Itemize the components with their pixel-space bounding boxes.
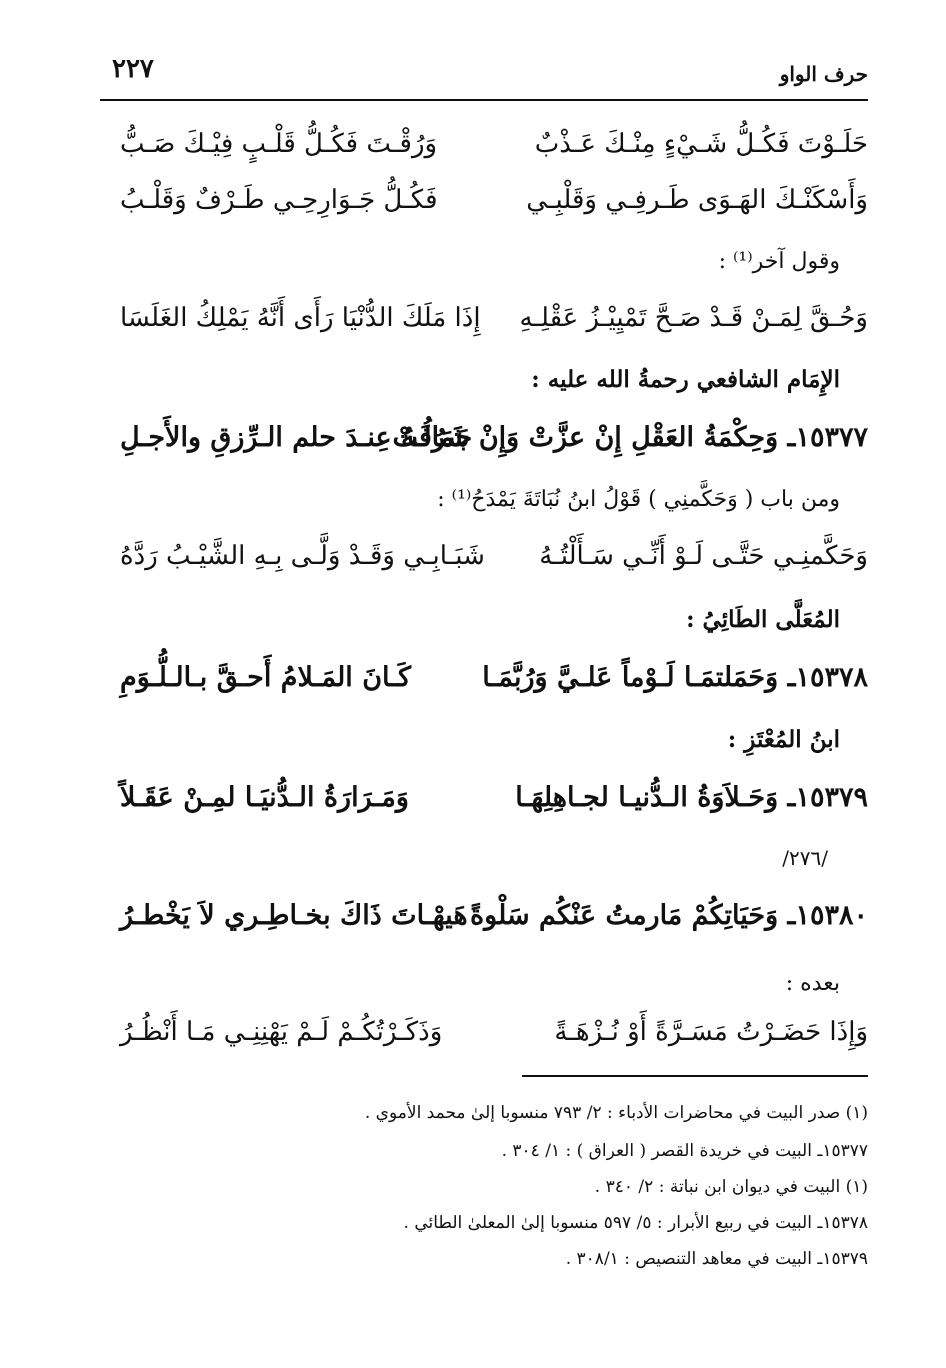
verse-15378-first-hemistich: ١٥٣٧٨ـ وَحَمَلتمَـا لَـوْماً عَلـيَّ وَرُبَّمَـا — [482, 662, 868, 693]
chapter-title: حرف الواو — [779, 62, 868, 86]
verse-15379-second-hemistich: وَمَـرَارَةُ الـدُّنيَـا لمِـنْ عَقَـلاً — [120, 782, 409, 813]
intro-line-ibn-nubata: ومن باب ( وَحَكَّمنِي ) قَوْلُ ابنُ نُبَاتَةَ يَمْدَحُ⁽¹⁾ : — [437, 487, 840, 512]
footnote-15378: ١٥٣٧٨ـ البيت في ربيع الأبرار : ٥/ ٥٩٧ منسوبا إلىٰ المعلىٰ الطائي . — [403, 1213, 868, 1233]
verse-15380-first-hemistich: ١٥٣٨٠ـ وَحَيَاتِكُمْ مَارمتُ عَنْكُم سَلْوةً — [469, 900, 868, 931]
verse-15378 — [120, 652, 868, 704]
verse-15379-first-hemistich: ١٥٣٧٩ـ وَحَـلاَوَةُ الـدُّنيـا لجـاهِلِهَـا — [515, 782, 868, 813]
manuscript-page-reference: /٢٧٦/ — [782, 846, 828, 870]
verse-9 — [120, 1006, 868, 1058]
verse-15377-first-hemistich: ١٥٣٧٧ـ وَحِكْمَةُ العَقْلِ إِنْ عزَّتْ وَإِنْ شَرُفَتْ — [392, 422, 868, 453]
verse-9-first-hemistich: وَإِذَا حَضَـرْتُ مَسَـرَّةً أَوْ نُـزْهَـةً — [554, 1017, 868, 1047]
verse-1-first-hemistich: حَلَـوْتَ فَكُـلُّ شَـيْءٍ مِنْـكَ عَـذْبٌ — [534, 129, 868, 159]
intro-line-other-poet: وقول آخر⁽¹⁾ : — [718, 249, 840, 274]
verse-2-second-hemistich: فَكُـلُّ جَـوَارِحِـي طَـرْفٌ وَقَلْـبُ — [120, 185, 438, 215]
intro-line-muala: المُعَلَّى الطَائِيُ : — [686, 606, 840, 633]
verse-1-second-hemistich: وَرُقْـتَ فَكُـلُّ قَلْـبٍ فِيْـكَ صَـبُّ — [120, 129, 438, 159]
footnote-1-ibn-nubata: (١) البيت في ديوان ابن نباتة : ٢/ ٣٤٠ . — [594, 1177, 868, 1197]
verse-9-second-hemistich: وَذَكَـرْتُكُـمْ لَـمْ يَهْنِنِـي مَـا أَنْظُـرُ — [120, 1017, 443, 1047]
verse-2 — [120, 174, 868, 226]
verse-1 — [120, 118, 868, 170]
intro-line-after: بعده : — [785, 971, 840, 996]
intro-line-ibn-mutazz: ابنُ المُعْتَزِ : — [727, 726, 840, 753]
verse-15380 — [120, 890, 868, 942]
footnote-divider — [522, 1075, 868, 1077]
header-divider — [100, 99, 868, 101]
footnote-15377: ١٥٣٧٧ـ البيت في خريدة القصر ( العراق ) : ١/ ٣٠٤ . — [501, 1141, 868, 1161]
page-number: ٢٢٧ — [112, 54, 154, 84]
verse-3 — [120, 292, 868, 344]
verse-15380-second-hemistich: هَيهْـاتَ ذَاكَ بخـاطِـري لاَ يَخْطـرُ — [120, 900, 468, 931]
verse-15378-second-hemistich: كَـانَ المَـلامُ أَحـقَّ بـالـلُّـوَمِ — [120, 662, 412, 693]
verse-15377 — [120, 412, 868, 464]
verse-15379 — [120, 772, 868, 824]
footnote-1: (١) صدر البيت في محاضرات الأدباء : ٢/ ٧٩٣ منسوبا إلىٰ محمد الأموي . — [364, 1103, 868, 1123]
verse-3-first-hemistich: وَحُـقَّ لِمَـنْ قَـدْ صَـحَّ تَمْيِيْـزُ عَقْلِـهِ — [519, 303, 868, 333]
verse-15377-second-hemistich: جَمَالُـهُ عِنـدَ حلم الـرِّزقِ والأَجـلِ — [120, 422, 473, 453]
verse-2-first-hemistich: وَأَسْكَنْـكَ الهَـوَى طَـرفِـي وَقَلْبِـي — [526, 185, 868, 215]
verse-3-second-hemistich: إِذَا مَلَكَ الدُّنْيَا رَأَى أَنَّهُ يَمْلِكُ الغَلَسَا — [120, 303, 481, 333]
verse-5-second-hemistich: شَبَـابِـي وَقَـدْ وَلَّـى بِـهِ الشَّيْـبُ رَدَّهُ — [120, 541, 485, 571]
footnote-15379: ١٥٣٧٩ـ البيت في معاهد التنصيص : ٣٠٨/١ . — [565, 1249, 868, 1269]
verse-5-first-hemistich: وَحَكَّمنِـي حَتَّـى لَـوْ أَنِّـي سَـأَلْتُـهُ — [539, 541, 868, 571]
intro-line-shafii: الإِمَام الشافعي رحمةُ الله عليه : — [531, 366, 840, 393]
verse-5 — [120, 530, 868, 582]
